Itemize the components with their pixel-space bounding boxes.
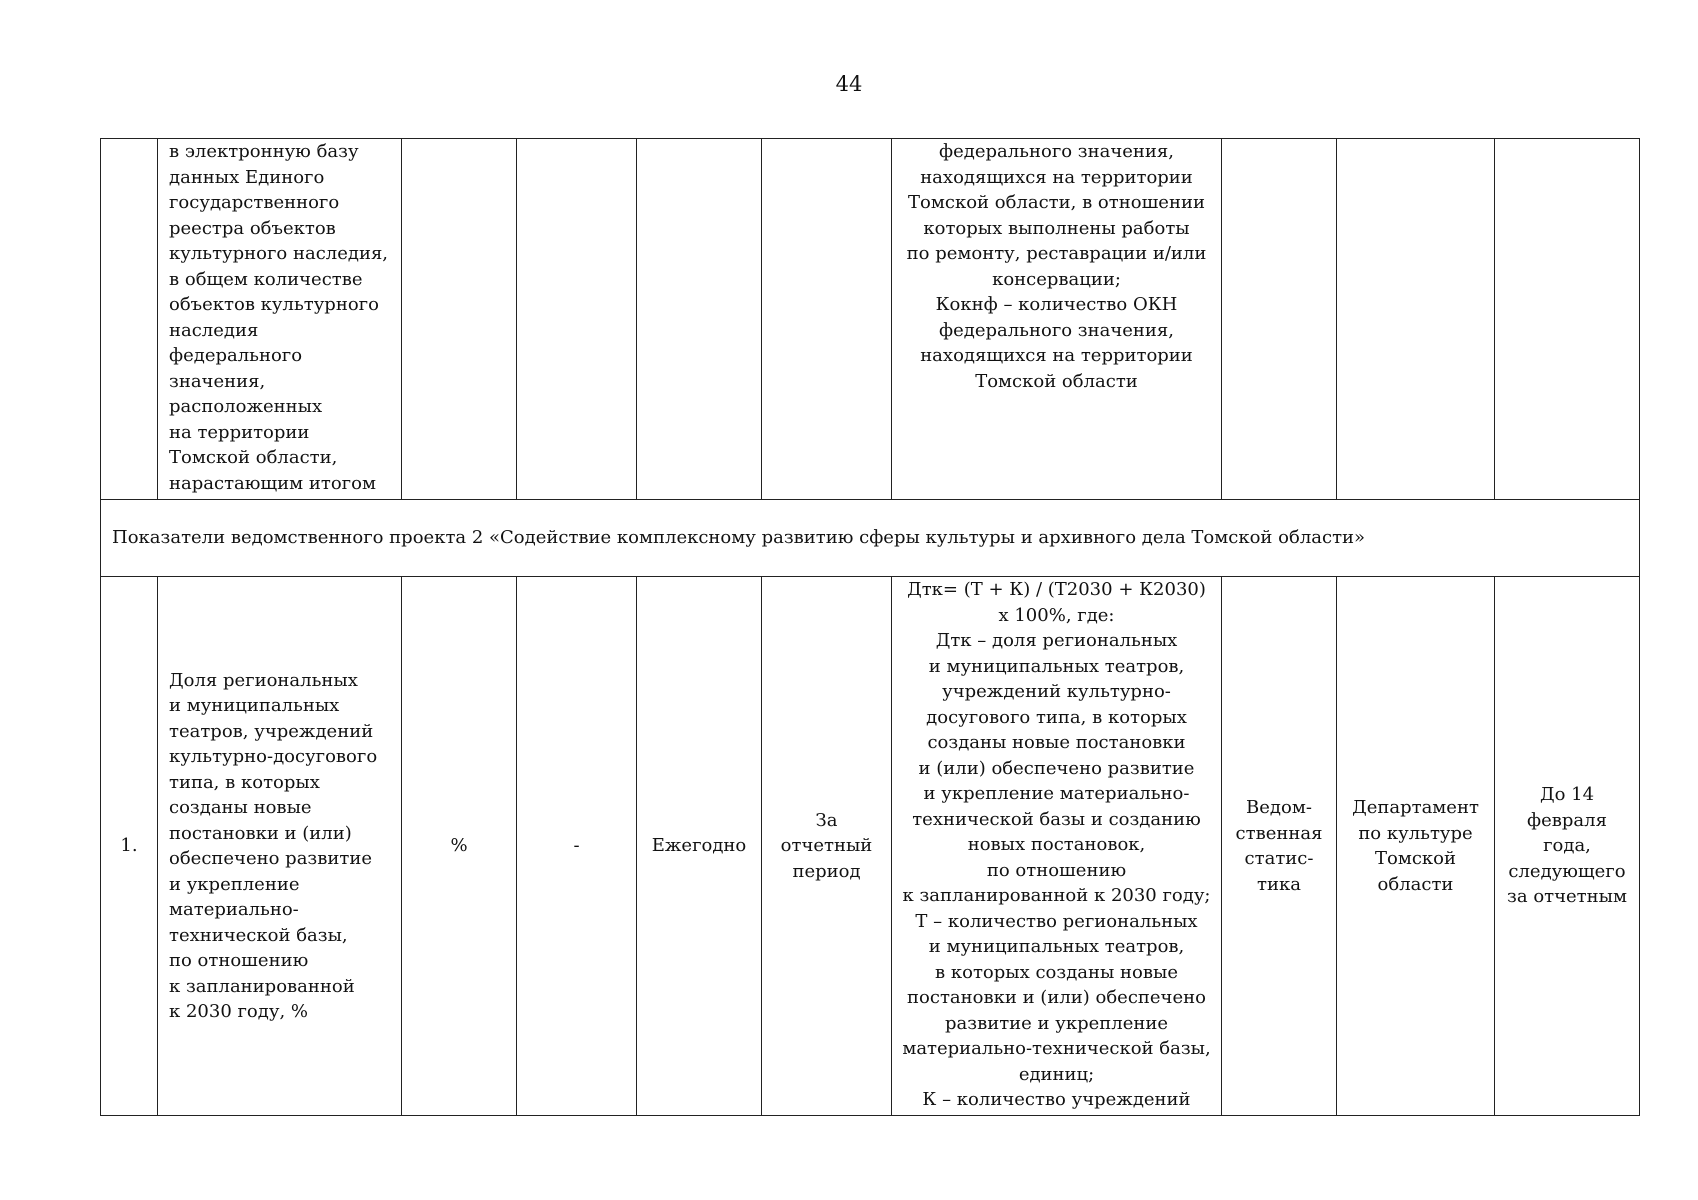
text-line: за отчетным bbox=[1507, 886, 1627, 908]
text-line: на территории bbox=[169, 421, 310, 443]
cell-period bbox=[762, 139, 892, 500]
text-line: технической базы и созданию bbox=[912, 808, 1201, 830]
text-line: которых выполнены работы bbox=[923, 217, 1190, 239]
text-line: реестра объектов bbox=[169, 217, 336, 239]
calculation-method-text bbox=[896, 577, 1217, 1113]
cell-number: 1. bbox=[101, 577, 158, 1116]
text-line: данных Единого bbox=[169, 166, 325, 188]
text-line: К – количество учреждений bbox=[922, 1089, 1191, 1110]
cell-responsible bbox=[1337, 139, 1495, 500]
cell-calculation-method bbox=[892, 577, 1222, 1116]
cell-frequency: Ежегодно bbox=[637, 577, 762, 1116]
text-line: типа, в которых bbox=[169, 771, 320, 793]
source-text bbox=[1226, 795, 1332, 897]
text-line: постановки и (или) обеспечено bbox=[907, 987, 1206, 1008]
cell-number bbox=[101, 139, 158, 500]
text-line: обеспечено развитие bbox=[169, 848, 372, 869]
text-line: материально- bbox=[169, 899, 299, 920]
cell-responsible bbox=[1337, 577, 1495, 1116]
text-line: консервации; bbox=[992, 268, 1121, 290]
text-line: Дтк – доля региональных bbox=[935, 630, 1178, 651]
text-line: Дтк= (Т + К) / (Т2030 + К2030) bbox=[907, 579, 1206, 600]
text-line: февраля bbox=[1527, 809, 1607, 831]
text-line: театров, учреждений bbox=[169, 720, 374, 742]
text-line: государственного bbox=[169, 192, 340, 213]
text-line: За bbox=[815, 809, 838, 831]
text-line: Департамент bbox=[1352, 797, 1479, 818]
cell-deadline bbox=[1495, 139, 1640, 500]
deadline-text bbox=[1499, 782, 1635, 910]
text-line: к 2030 году, % bbox=[169, 1001, 308, 1022]
cell-source bbox=[1222, 577, 1337, 1116]
text-line: учреждений культурно- bbox=[942, 681, 1171, 702]
text-line: и (или) обеспечено развитие bbox=[918, 757, 1195, 779]
text-line: отчетный bbox=[780, 835, 873, 857]
text-line: по культуре bbox=[1358, 822, 1473, 844]
text-line: созданы новые постановки bbox=[927, 732, 1186, 753]
text-line: нарастающим итогом bbox=[169, 472, 376, 494]
text-line: находящихся на территории bbox=[920, 166, 1193, 188]
text-line: постановки и (или) bbox=[169, 822, 352, 844]
table-row-section-header bbox=[101, 500, 1640, 577]
text-line: в общем количестве bbox=[169, 268, 363, 290]
text-line: расположенных bbox=[169, 396, 323, 417]
indicator-name-text bbox=[169, 668, 397, 1025]
indicator-name-text bbox=[169, 139, 397, 496]
text-line: и укрепление материально- bbox=[923, 783, 1190, 804]
section-header: Показатели ведомственного проекта 2 «Содействие комплексному развитию сферы культуры и архивного дела Томской области» bbox=[101, 500, 1640, 577]
cell-source bbox=[1222, 139, 1337, 500]
responsible-text bbox=[1341, 795, 1490, 897]
table-row-item-1 bbox=[101, 577, 1640, 1116]
text-line: и укрепление bbox=[169, 873, 300, 895]
cell-base-value bbox=[517, 139, 637, 500]
text-line: и муниципальных театров, bbox=[928, 655, 1185, 677]
text-line: культурного наследия, bbox=[169, 243, 389, 264]
text-line: культурно-досугового bbox=[169, 746, 378, 767]
text-line: Томской bbox=[1374, 848, 1456, 869]
text-line: по ремонту, реставрации и/или bbox=[906, 243, 1207, 264]
text-line: единиц; bbox=[1018, 1063, 1095, 1085]
text-line: значения, bbox=[169, 370, 266, 392]
text-line: период bbox=[792, 860, 861, 882]
period-text bbox=[766, 808, 887, 885]
cell-indicator-name bbox=[158, 577, 402, 1116]
text-line: и муниципальных театров, bbox=[928, 936, 1185, 957]
text-line: и муниципальных bbox=[169, 695, 340, 716]
text-line: ственная bbox=[1235, 822, 1323, 844]
text-line: новых постановок, bbox=[967, 834, 1146, 855]
text-line: к запланированной к 2030 году; bbox=[902, 885, 1211, 906]
text-line: развитие и укрепление bbox=[945, 1012, 1168, 1034]
text-line: Доля региональных bbox=[169, 669, 358, 691]
text-line: созданы новые bbox=[169, 797, 312, 818]
indicators-table bbox=[100, 138, 1640, 1116]
text-line: федерального значения, bbox=[939, 141, 1174, 162]
text-line: области bbox=[1377, 873, 1454, 895]
cell-unit bbox=[402, 139, 517, 500]
calculation-method-text bbox=[896, 139, 1217, 394]
text-line: к запланированной bbox=[169, 975, 355, 997]
text-line: Ведом- bbox=[1246, 797, 1312, 818]
text-line: наследия bbox=[169, 319, 259, 341]
text-line: технической базы, bbox=[169, 924, 348, 946]
text-line: Томской области, в отношении bbox=[908, 192, 1205, 213]
text-line: Томской области bbox=[975, 370, 1138, 392]
cell-period bbox=[762, 577, 892, 1116]
text-line: Кокнф – количество ОКН bbox=[935, 294, 1178, 315]
text-line: федерального bbox=[169, 345, 303, 366]
text-line: материально-технической базы, bbox=[902, 1038, 1211, 1059]
text-line: в электронную базу bbox=[169, 141, 359, 162]
text-line: по отношению bbox=[986, 859, 1127, 881]
text-line: находящихся на территории bbox=[920, 345, 1193, 366]
table-row-continuation bbox=[101, 139, 1640, 500]
text-line: досугового типа, в которых bbox=[926, 706, 1187, 728]
cell-base-value: - bbox=[517, 577, 637, 1116]
text-line: статис- bbox=[1244, 848, 1314, 869]
text-line: До 14 bbox=[1539, 784, 1595, 806]
cell-unit: % bbox=[402, 577, 517, 1116]
cell-indicator-name bbox=[158, 139, 402, 500]
text-line: Томской области, bbox=[169, 447, 338, 468]
text-line: объектов культурного bbox=[169, 294, 379, 315]
text-line: года, bbox=[1543, 835, 1591, 857]
text-line: по отношению bbox=[169, 950, 309, 971]
page-number: 44 bbox=[835, 72, 863, 96]
cell-deadline bbox=[1495, 577, 1640, 1116]
text-line: в которых созданы новые bbox=[935, 961, 1178, 983]
cell-calculation-method bbox=[892, 139, 1222, 500]
text-line: федерального значения, bbox=[939, 319, 1174, 341]
text-line: тика bbox=[1257, 873, 1301, 895]
text-line: Т – количество региональных bbox=[915, 910, 1198, 932]
text-line: х 100%, где: bbox=[998, 604, 1115, 626]
cell-frequency bbox=[637, 139, 762, 500]
text-line: следующего bbox=[1508, 860, 1626, 882]
